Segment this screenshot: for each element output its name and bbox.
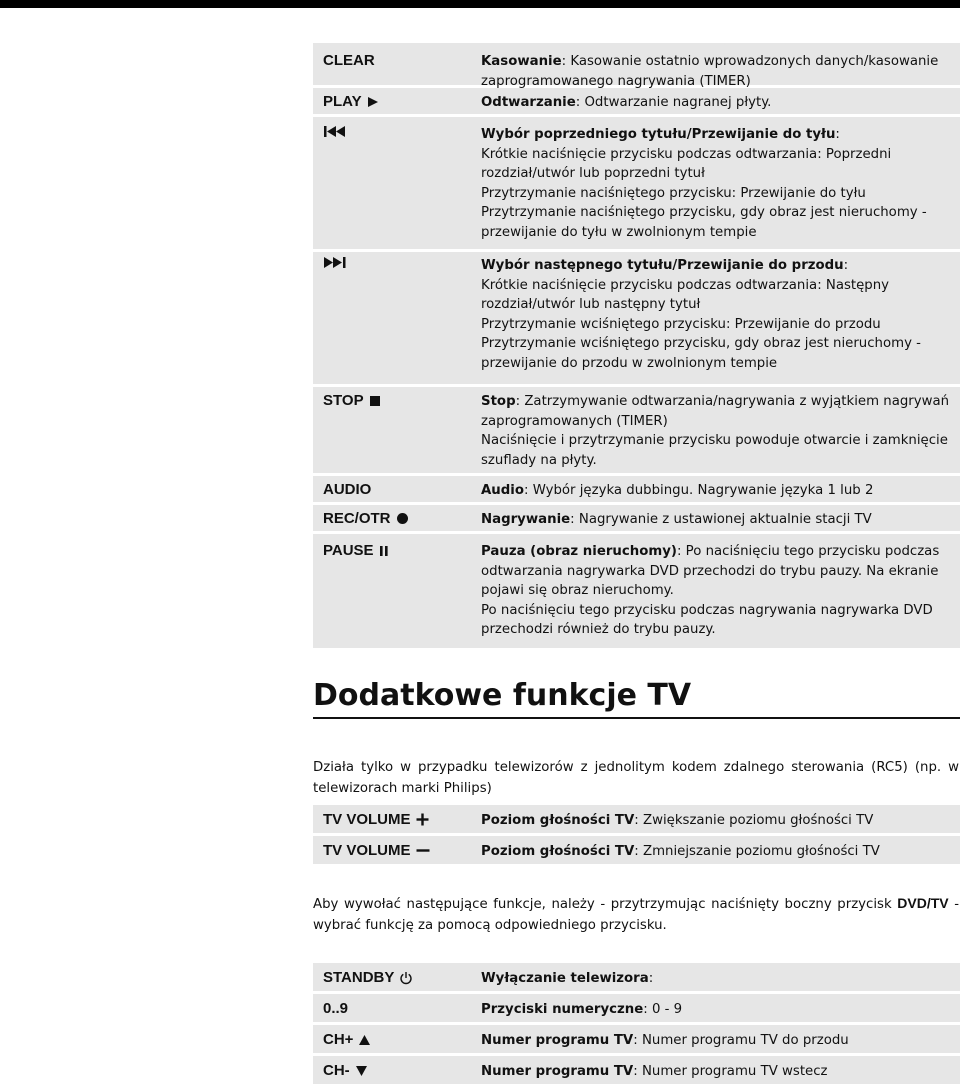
row-text: Zwiększanie poziomu głośności TV <box>642 813 874 828</box>
key-label: PAUSE <box>323 542 374 559</box>
row-title: Wybór poprzedniego tytułu/Przewijanie do tyłu <box>481 127 836 142</box>
row-description: Wyłączanie telewizora: <box>481 971 654 986</box>
row-title: Nagrywanie <box>481 512 571 527</box>
row-text: Naciśnięcie i przytrzymanie przycisku powoduje otwarcie i zamknięcie szuflady na płyty. <box>481 433 948 468</box>
row-text: Zatrzymywanie odtwarzania/nagrywania z wyjątkiem nagrywań zaprogramowanych (TIMER) <box>481 394 950 429</box>
row-description: Numer programu TV: Numer programu TV do przodu <box>481 1033 849 1048</box>
key-next <box>313 256 481 269</box>
table-row <box>313 963 960 994</box>
row-description: Audio: Wybór języka dubbingu. Nagrywanie języka 1 lub 2 <box>481 483 874 498</box>
instruction-paragraph <box>313 893 959 936</box>
top-rule <box>0 0 960 8</box>
row-text: Przytrzymanie wciśniętego przycisku, gdy obraz jest nieruchomy - przewijanie do przodu w zwolnionym tempie <box>481 336 921 371</box>
table-row <box>313 1025 960 1056</box>
table-row <box>313 805 960 836</box>
row-text: Odtwarzanie nagranej płyty. <box>584 95 772 110</box>
next-icon <box>323 256 347 269</box>
row-title: Przyciski numeryczne <box>481 1002 644 1017</box>
row-title: Wybór następnego tytułu/Przewijanie do przodu <box>481 258 844 273</box>
row-title: Audio <box>481 483 524 498</box>
instruction-text: Aby wywołać następujące funkcje, należy - przytrzymując naciśnięty boczny przycisk <box>313 897 892 912</box>
key-label: 0..9 <box>323 1000 349 1017</box>
row-text: Kasowanie ostatnio wprowadzonych danych/kasowanie zaprogramowanego nagrywania (TIMER) <box>481 54 939 89</box>
key-stop <box>313 392 481 409</box>
row-text: Przytrzymanie naciśniętego przycisku: Przewijanie do tyłu <box>481 185 866 201</box>
minus-icon <box>416 844 430 857</box>
row-title: Numer programu TV <box>481 1033 634 1048</box>
row-text: Krótkie naciśnięcie przycisku podczas odtwarzania: Następny rozdział/utwór lub następny tytuł <box>481 277 890 312</box>
row-description: Odtwarzanie: Odtwarzanie nagranej płyty. <box>481 95 772 110</box>
table-row <box>313 505 960 534</box>
row-text: Po naciśnięciu tego przycisku podczas odtwarzania nagrywarka DVD przechodzi do trybu pauzy. Na ekranie pojawi się obraz nieruchomy. <box>481 544 940 598</box>
table-row <box>313 117 960 252</box>
key-label: CH- <box>323 1062 350 1079</box>
key-label: PLAY <box>323 93 362 110</box>
pause-icon <box>379 545 389 557</box>
key-previous <box>313 125 481 138</box>
row-title: Odtwarzanie <box>481 95 576 110</box>
table-row <box>313 1056 960 1087</box>
previous-icon <box>323 125 347 138</box>
key-audio <box>313 481 481 498</box>
row-description: Wybór poprzedniego tytułu/Przewijanie do tyłu: Krótkie naciśnięcie przycisku podczas odtwarzania: Poprzedni rozdział/utwór lub poprzedni tytuł Przytrzymanie naciśniętego przycisku: Przewijanie do tyłu Przytrzymanie naciśniętego przycisku, gdy obraz jest nieruchomy - przewijanie do tyłu w zwolnionym tempie <box>481 127 927 240</box>
tv-functions-table <box>313 963 960 1087</box>
row-title: Numer programu TV <box>481 1064 634 1079</box>
row-description: Przyciski numeryczne: 0 - 9 <box>481 1002 683 1017</box>
table-row <box>313 387 960 476</box>
section-heading: Dodatkowe funkcje TV <box>313 678 960 719</box>
table-row <box>313 994 960 1025</box>
intro-paragraph: Działa tylko w przypadku telewizorów z jednolitym kodem zdalnego sterowania (RC5) (np. w telewizorach marki Philips) <box>313 760 959 796</box>
table-row <box>313 476 960 505</box>
dvd-tv-key: DVD/TV <box>897 895 949 911</box>
table-row <box>313 252 960 387</box>
play-icon <box>367 96 379 108</box>
row-description: Numer programu TV: Numer programu TV wstecz <box>481 1064 828 1079</box>
row-text: Wybór języka dubbingu. Nagrywanie języka 1 lub 2 <box>532 483 874 498</box>
row-text: Numer programu TV wstecz <box>641 1064 828 1079</box>
remote-buttons-table <box>313 43 960 651</box>
row-title: Stop <box>481 394 516 409</box>
key-rec-otr <box>313 510 481 527</box>
triangle-up-icon <box>358 1034 371 1046</box>
key-tv-volume-plus <box>313 811 481 828</box>
row-text: Numer programu TV do przodu <box>641 1033 849 1048</box>
key-label: STOP <box>323 392 364 409</box>
key-label: TV VOLUME <box>323 811 411 828</box>
row-title: Kasowanie <box>481 54 562 69</box>
stop-icon <box>369 395 381 407</box>
row-title: Wyłączanie telewizora <box>481 971 649 986</box>
key-tv-volume-minus <box>313 842 481 859</box>
key-label: AUDIO <box>323 481 372 498</box>
key-standby <box>313 969 481 986</box>
table-row <box>313 836 960 867</box>
row-description: Stop: Zatrzymywanie odtwarzania/nagrywania z wyjątkiem nagrywań zaprogramowanych (TIMER) Naciśnięcie i przytrzymanie przycisku powoduje otwarcie i zamknięcie szuflady na płyty. <box>481 394 950 468</box>
key-ch-plus <box>313 1031 481 1048</box>
key-digits <box>313 1000 481 1017</box>
row-text: Po naciśnięciu tego przycisku podczas nagrywania nagrywarka DVD przechodzi również do trybu pauzy. <box>481 602 933 637</box>
row-description: Poziom głośności TV: Zmniejszanie poziomu głośności TV <box>481 844 880 859</box>
table-row <box>313 88 960 117</box>
row-text: Nagrywanie z ustawionej aktualnie stacji TV <box>578 512 872 527</box>
key-label: CLEAR <box>323 52 375 69</box>
key-label: STANDBY <box>323 969 395 986</box>
instruction-text: - wybrać funkcję za pomocą odpowiedniego przycisku. <box>313 897 959 933</box>
volume-table <box>313 805 960 867</box>
row-text: 0 - 9 <box>651 1002 683 1017</box>
row-title: Pauza (obraz nieruchomy) <box>481 544 677 559</box>
standby-icon <box>399 971 413 985</box>
key-label: CH+ <box>323 1031 354 1048</box>
record-icon <box>396 512 409 525</box>
table-row <box>313 43 960 88</box>
row-text: Przytrzymanie naciśniętego przycisku, gdy obraz jest nieruchomy - przewijanie do tyłu w zwolnionym tempie <box>481 205 927 240</box>
key-play <box>313 93 481 110</box>
row-title: Poziom głośności TV <box>481 813 635 828</box>
row-description: Wybór następnego tytułu/Przewijanie do przodu: Krótkie naciśnięcie przycisku podczas odtwarzania: Następny rozdział/utwór lub następny tytuł Przytrzymanie wciśniętego przycisku: Przewijanie do przodu Przytrzymanie wciśniętego przycisku, gdy obraz jest nieruchomy - przewijanie do przodu w zwolnionym tempie <box>481 258 921 371</box>
triangle-down-icon <box>355 1065 368 1077</box>
row-title: Poziom głośności TV <box>481 844 635 859</box>
key-ch-minus <box>313 1062 481 1079</box>
key-pause <box>313 542 481 559</box>
row-text: Krótkie naciśnięcie przycisku podczas odtwarzania: Poprzedni rozdział/utwór lub poprzedni tytuł <box>481 146 892 181</box>
row-description: Nagrywanie: Nagrywanie z ustawionej aktualnie stacji TV <box>481 512 872 527</box>
table-row <box>313 534 960 651</box>
row-text: Przytrzymanie wciśniętego przycisku: Przewijanie do przodu <box>481 316 881 332</box>
key-label: REC/OTR <box>323 510 391 527</box>
key-clear <box>313 52 481 69</box>
row-description: Pauza (obraz nieruchomy): Po naciśnięciu tego przycisku podczas odtwarzania nagrywarka DVD przechodzi do trybu pauzy. Na ekranie pojawi się obraz nieruchomy. Po naciśnięciu tego przycisku podczas nagrywania nagrywarka DVD przechodzi również do trybu pauzy. <box>481 544 940 637</box>
key-label: TV VOLUME <box>323 842 411 859</box>
plus-icon <box>416 813 429 826</box>
row-description: Kasowanie: Kasowanie ostatnio wprowadzonych danych/kasowanie zaprogramowanego nagrywania (TIMER) <box>481 54 939 89</box>
row-description: Poziom głośności TV: Zwiększanie poziomu głośności TV <box>481 813 874 828</box>
row-text: Zmniejszanie poziomu głośności TV <box>642 844 880 859</box>
